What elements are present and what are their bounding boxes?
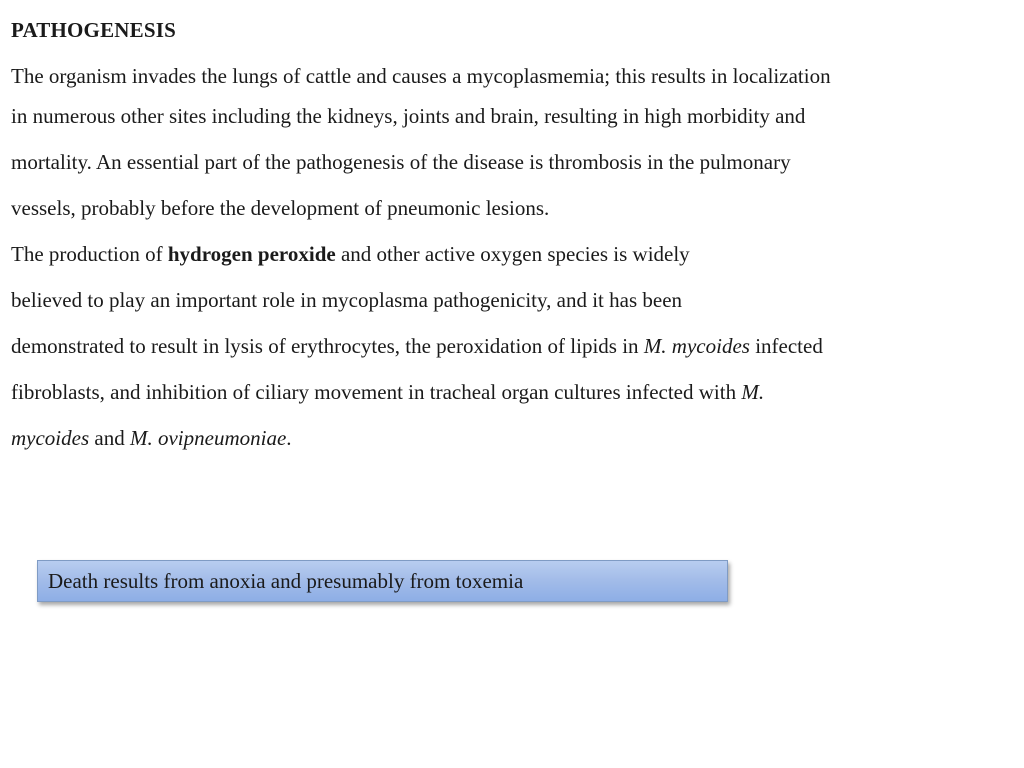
- paragraph2-line1-post: and other active oxygen species is widely: [335, 242, 690, 266]
- paragraph2-line5-period: .: [286, 426, 292, 450]
- hydrogen-peroxide-term: hydrogen peroxide: [167, 242, 336, 266]
- paragraph2-line1-pre: The production of: [11, 242, 168, 266]
- slide-content: [11, 14, 1017, 461]
- paragraph1-line3: mortality. An essential part of the pathogenesis of the disease is thrombosis in the pulmonary: [11, 150, 791, 174]
- species-genus-abbrev: M.: [741, 380, 765, 404]
- species-name-m-ovipneumoniae: M. ovipneumoniae: [129, 426, 287, 450]
- paragraph2-line3: [11, 323, 1017, 369]
- species-epithet-mycoides: mycoides: [11, 426, 90, 450]
- paragraph1-line1: The organism invades the lungs of cattle and causes a mycoplasmemia; this results in localization: [11, 64, 831, 88]
- paragraph2-line4: [11, 369, 1017, 415]
- paragraph2-line5-and: and: [89, 426, 130, 450]
- species-name-m-mycoides: M. mycoides: [643, 334, 750, 358]
- paragraph2-line1: [11, 231, 1017, 277]
- callout-box: Death results from anoxia and presumably from toxemia: [37, 560, 728, 602]
- paragraph2-line5: [11, 415, 1017, 461]
- paragraph2-line2: believed to play an important role in mycoplasma pathogenicity, and it has been: [11, 288, 683, 312]
- page-title: PATHOGENESIS: [11, 18, 176, 42]
- paragraph1-line2: in numerous other sites including the kidneys, joints and brain, resulting in high morbidity and: [11, 104, 806, 128]
- paragraph2-line4-pre: fibroblasts, and inhibition of ciliary movement in tracheal organ cultures infected with: [11, 380, 742, 404]
- paragraph2-line3-pre: demonstrated to result in lysis of erythrocytes, the peroxidation of lipids in: [11, 334, 644, 358]
- paragraph2-line3-post: infected: [749, 334, 823, 358]
- paragraph1-line4: vessels, probably before the development of pneumonic lesions.: [11, 196, 550, 220]
